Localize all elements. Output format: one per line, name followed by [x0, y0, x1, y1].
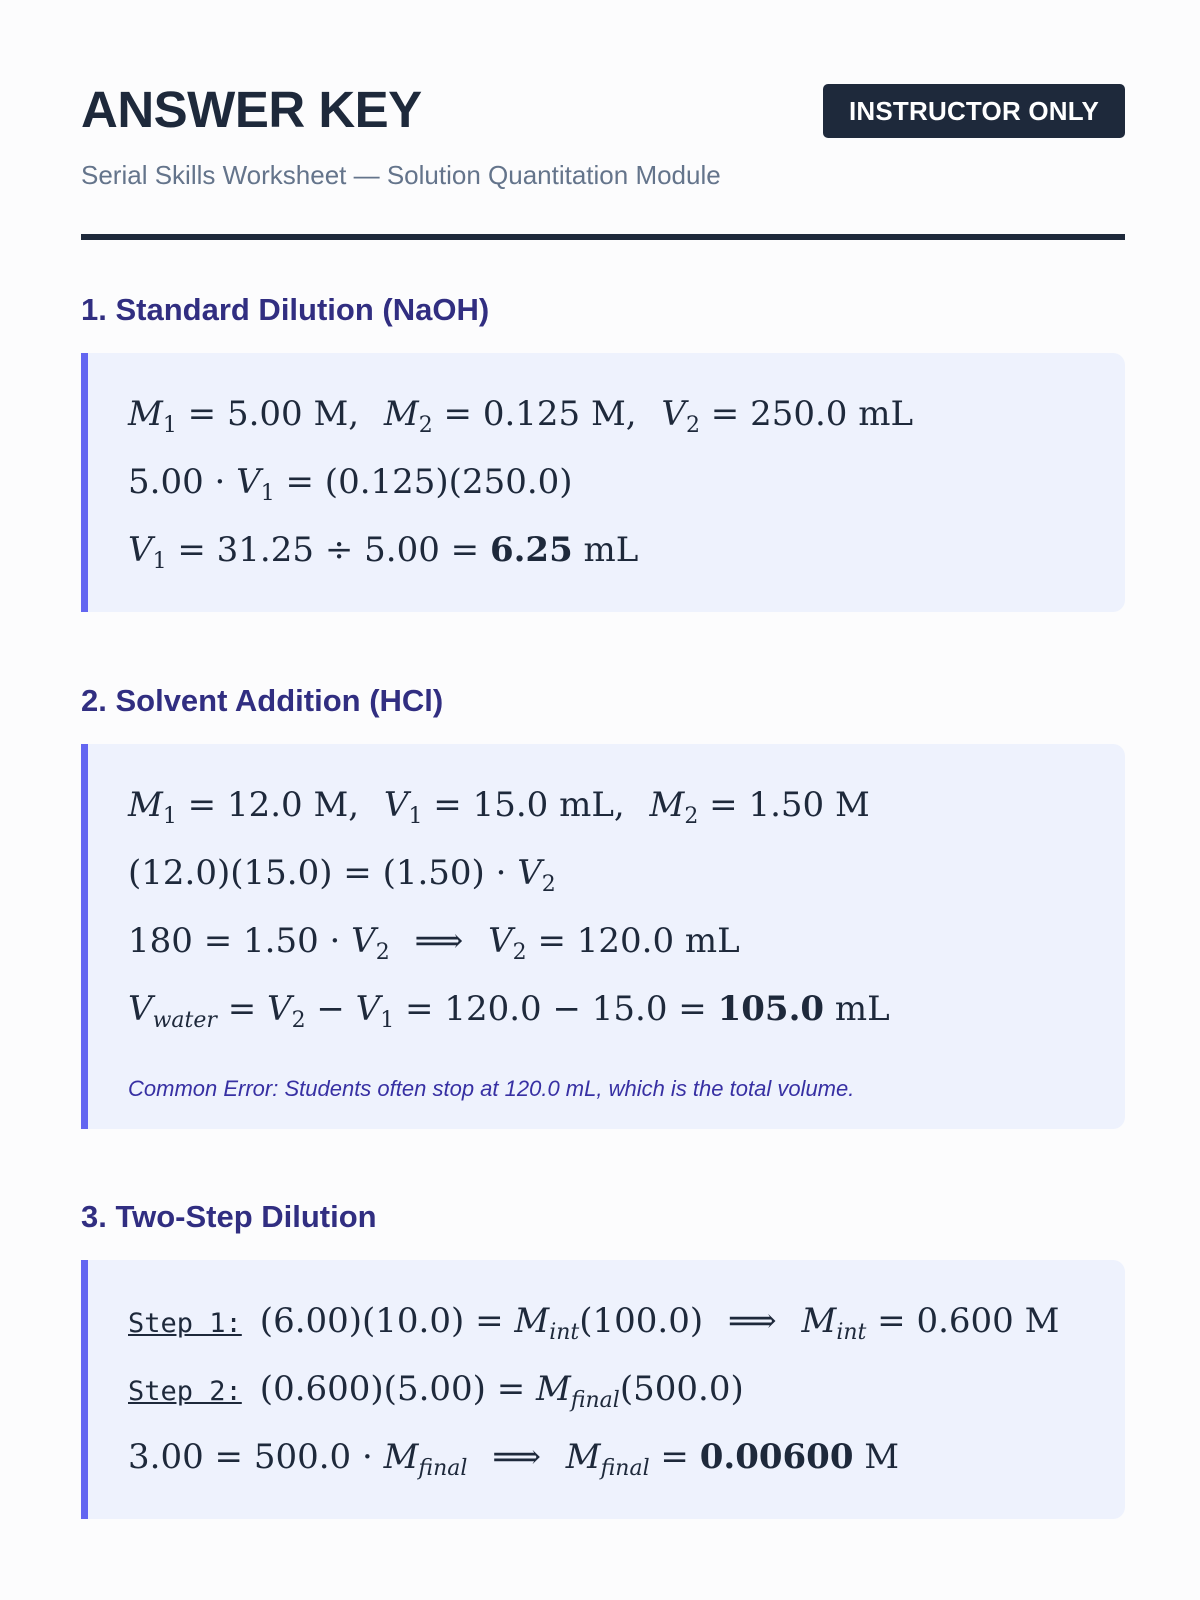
solution-line: $M_1 = 5.00$ M, $M_2 = 0.125$ M, $V_2 = 250.0$ mL: [128, 394, 914, 438]
solution-line: $M_1 = 12.0$ M, $V_1 = 15.0$ mL, $M_2 = 1.50$ M: [128, 785, 870, 829]
section-3-title: 3. Two-Step Dilution: [81, 1199, 377, 1234]
step-1-label: Step 1:: [128, 1308, 242, 1339]
solution-line: $3.00 = 500.0 \cdot M_{final}$ ⟹ $M_{final} = 0.00600$ M: [128, 1437, 900, 1481]
solution-line: $180 = 1.50 \cdot V_2$ ⟹ $V_2 = 120.0$ mL: [128, 921, 740, 965]
answer-key-page: [81, 0, 1125, 1481]
section-2-title: 2. Solvent Addition (HCl): [81, 683, 444, 718]
section-2-solution-box: [81, 744, 1125, 1129]
section-2-answer: 105.0: [717, 989, 825, 1029]
page-subtitle: Serial Skills Worksheet — Solution Quantitation Module: [81, 160, 721, 190]
section-1-solution-box: [81, 353, 1125, 612]
solution-line: $(12.0)(15.0) = (1.50) \cdot V_2$: [128, 853, 556, 897]
solution-line: $V_1 = 31.25 \div 5.00 = 6.25$ mL: [128, 530, 639, 574]
section-3-solution-box: [81, 1260, 1125, 1519]
step-2-label: Step 2:: [128, 1376, 242, 1407]
solution-line: Step 1: $(6.00)(10.0) = M_{int}(100.0)$ ⟹ $M_{int} = 0.600$ M: [128, 1301, 1060, 1345]
instructor-only-badge: INSTRUCTOR ONLY: [823, 84, 1125, 138]
section-3-answer: 0.00600: [699, 1437, 854, 1477]
solution-line: $V_{water} = V_2 - V_1 = 120.0 - 15.0 = 105.0$ mL: [128, 989, 890, 1033]
section-1-title: 1. Standard Dilution (NaOH): [81, 292, 490, 327]
solution-line: Step 2: $(0.600)(5.00) = M_{final}(500.0)$: [128, 1369, 744, 1413]
page-title: ANSWER KEY: [81, 81, 422, 138]
section-1-answer: 6.25: [489, 530, 573, 570]
common-error-note: Common Error: Students often stop at 120.0 mL, which is the total volume.: [128, 1076, 855, 1101]
solution-line: $5.00 \cdot V_1 = (0.125)(250.0)$: [128, 462, 573, 506]
page-header: [81, 0, 1125, 240]
header-divider: [81, 234, 1125, 240]
